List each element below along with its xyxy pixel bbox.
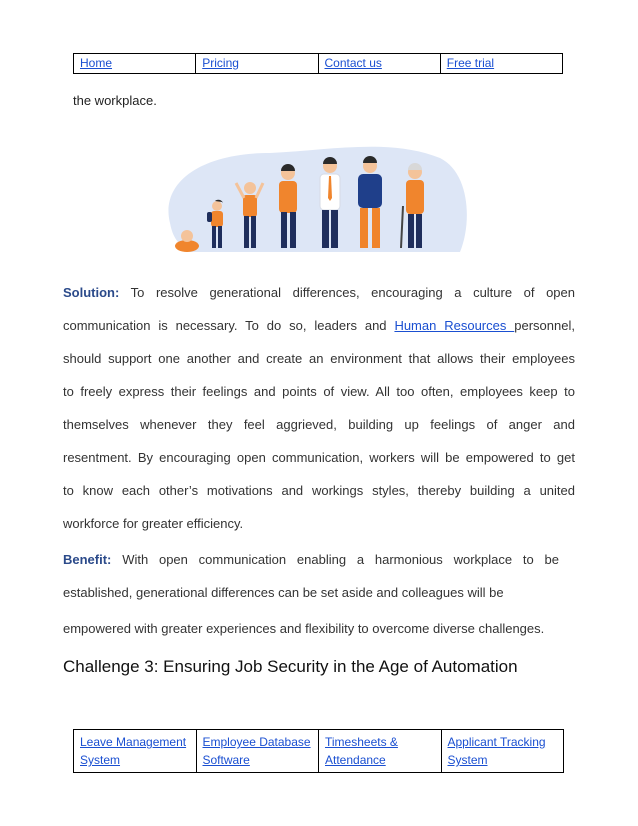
solution-line-7: to know each other’s motivations and workings styles, thereby building a united [63, 483, 575, 498]
solution-paragraph [63, 283, 575, 547]
solution-line-3: should support one another and create an environment that allows their employees [63, 351, 575, 366]
footer-links-table [73, 729, 564, 773]
solution-line-6: resentment. By encouraging open communication, workers will be empowered to get [63, 450, 575, 465]
free-trial-link[interactable]: Free trial [446, 56, 495, 70]
top-nav-table [73, 53, 563, 74]
solution-line-8: workforce for greater efficiency. [63, 516, 244, 531]
benefit-line-3: empowered with greater experiences and flexibility to overcome diverse challenges. [63, 621, 545, 636]
generations-illustration [160, 128, 470, 252]
nav-cell-contact [318, 54, 440, 74]
solution-line-1: Solution: To resolve generational differences, encouraging a culture of open [63, 285, 575, 300]
benefit-line-2: established, generational differences can be set aside and colleagues will be [63, 585, 504, 600]
nav-cell-trial [440, 54, 562, 74]
benefit-label: Benefit: [63, 552, 112, 567]
footer-cell-employee-db [196, 730, 319, 773]
contact-us-link[interactable]: Contact us [324, 56, 382, 70]
solution-label: Solution: [63, 285, 120, 300]
intro-text: the workplace. [73, 93, 157, 108]
footer-cell-leave [74, 730, 197, 773]
home-link[interactable]: Home [80, 56, 113, 70]
footer-cell-ats [441, 730, 564, 773]
leave-management-link[interactable]: Leave Management System [80, 735, 187, 767]
benefit-paragraph [63, 550, 575, 652]
timesheets-link[interactable]: Timesheets & Attendance [325, 735, 398, 767]
nav-cell-home [74, 54, 196, 74]
footer-cell-timesheets [319, 730, 442, 773]
nav-cell-pricing [196, 54, 318, 74]
benefit-line-1: Benefit: With open communication enabling a harmonious workplace to be [63, 552, 559, 567]
solution-line-2: communication is necessary. To do so, leaders and Human Resources personnel, [63, 318, 575, 333]
employee-database-link[interactable]: Employee Database Software [202, 735, 311, 767]
applicant-tracking-link[interactable]: Applicant Tracking System [447, 735, 546, 767]
solution-line-4: to freely express their feelings and points of view. All too often, employees keep to [63, 384, 575, 399]
human-resources-link[interactable]: Human Resources [394, 318, 515, 333]
pricing-link[interactable]: Pricing [202, 56, 239, 70]
challenge-heading: Challenge 3: Ensuring Job Security in the Age of Automation [63, 657, 518, 676]
solution-line-5: themselves whenever they feel aggrieved, building up feelings of anger and [63, 417, 575, 432]
